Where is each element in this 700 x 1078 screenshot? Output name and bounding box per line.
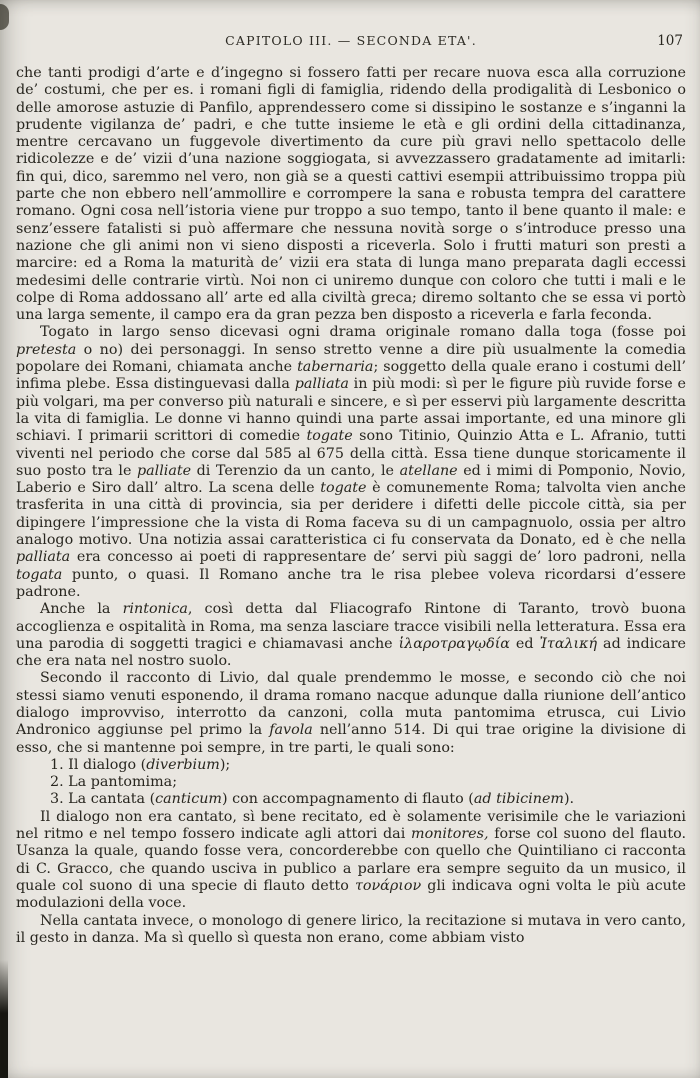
text-run: ed i mimi di Pomponio, Novio, Laberio e Siro dall’ altro. La scena delle [16, 462, 686, 497]
text-run: 1. Il dialogo ( [50, 756, 147, 773]
italic-text-run: palliata [294, 376, 349, 393]
text-run: che tanti prodigi d’arte e d’ingegno si fossero fatti per recare nuova esca alla corruzione de’ costumi, che per es. i romani figli di famiglia, ridendo della prodigalità di Lesbonico o delle amorose astuzie di Panfilo, apprendessero come si dissipino le sostanze e s’inganni la prudente vigilanza de’ padri, e che tutte insieme le età e gli ordini della cittadinanza, mentre cercavano un fuggevole divertimento da cure più gravi nello spettacolo delle ridicolezze e de’ vizii d’una nazione soggiogata, si avvezzassero gradatamente ad imitarli: fin qui, dico, saremmo nel vero, non già se a questi cattivi esempii attribuissimo troppa più parte che non ebbero nell’ammollire e corrompere la sana e robusta tempra del carattere romano. Ogni cosa nell’istoria viene pur troppo a suo tempo, tanto il bene quanto il male: e senz’essere fatalisti si può affermare che nessuna novità sorge o s’introduce presso una nazione che gli animi non vi sieno disposti a riceverla. Solo i frutti maturi son presti a marcire: ed a Roma la maturità de’ vizii era stata di lunga mano preparata dagli eccessi medesimi delle contrarie virtù. Noi non ci uniremo dunque con coloro che tutti i mali e le colpe di Roma addossano all’ arte ed alla civiltà greca; diremo soltanto che se essa vi portò una larga semente, il campo era da gran pezza ben disposto a riceverla e farla feconda. [16, 65, 686, 324]
chapter-title: CAPITOLO III. — SECONDA ETA'. [225, 33, 477, 48]
list-item [50, 791, 686, 808]
text-run: è comunemente Roma; talvolta vien anche trasferita in una città di provincia, sia per deridere i difetti delle piccole città, sia per dipingere l’impressione che la vista di Roma faceva su di un campagnuolo, ossia per altro analogo motivo. Una notizia assai caratteristica ci fu conservata da Donato, ed è che nella [16, 480, 686, 549]
paragraph [16, 913, 686, 948]
text-run: Anche la [40, 601, 123, 618]
text-run: 3. La cantata ( [50, 791, 156, 808]
text-run: era concesso ai poeti di rappresentare de’ servi più saggi de’ loro padroni, nella [70, 549, 686, 566]
text-run: in più modi: sì per le figure più ruvide forse e più volgari, ma per converso più naturali e sincere, e sì per esservi più largamente descritta la vita di famiglia. Le donne vi hanno quindi una parte assai importante, ed una minore gli schiavi. I primarii scrittori di comedie [16, 376, 687, 445]
text-run: gli indicava ogni volta le più acute modulazioni della voce. [16, 877, 686, 912]
text-run: di Terenzio da un canto, le [191, 462, 400, 479]
text-run: ad indicare che era nata nel nostro suolo. [16, 635, 686, 670]
text-run: 2. La pantomima; [50, 774, 178, 791]
text-run: nell’anno 514. Di qui trae origine la divisione di esso, che si mantenne poi sempre, in tre parti, le quali sono: [16, 722, 686, 756]
text-run: ed [509, 635, 540, 652]
text-run: Togato in largo senso dicevasi ogni drama originale romano dalla toga (fosse poi [40, 324, 686, 341]
paragraph [16, 670, 686, 756]
italic-text-run: pretesta [16, 341, 77, 358]
italic-text-run: monitores, [411, 826, 489, 843]
paragraph [16, 65, 686, 324]
text-run: o no) dei personaggi. In senso stretto venne a dire più usualmente la comedia popolare dei Romani, chiamata anche [16, 341, 686, 376]
paragraph [16, 601, 686, 670]
page-number: 107 [657, 33, 683, 49]
paragraph [16, 324, 686, 601]
text-run: ). [563, 791, 575, 808]
list-item [50, 757, 686, 774]
italic-text-run: togate [306, 428, 353, 445]
paragraph [16, 809, 686, 913]
italic-text-run: togata [16, 566, 63, 583]
list-item [50, 774, 686, 791]
italic-text-run: palliata [16, 549, 71, 566]
text-run: sono Titinio, Quinzio Atta e L. Afranio, tutti viventi nel periodo che corse dal 585 al 675 della città. Essa tiene dunque storicamente il suo posto tra le [16, 428, 686, 479]
text-run: Il dialogo non era cantato, sì bene recitato, ed è solamente verisimile che le variazioni nel ritmo e nel tempo fossero indicate agli attori dai [16, 808, 686, 843]
italic-text-run: ἱλαροτραγῳδία [398, 635, 510, 652]
italic-text-run: Ἰταλική [539, 635, 598, 652]
text-run: , così detta dal Fliacografo Rintone di Taranto, trovò buona accoglienza e ospitalità in Roma, ma senza lasciare tracce visibili nella letteratura. Essa era una parodia di soggetti tragici e chiamavasi anche [16, 601, 686, 652]
text-run: forse col suono del flauto. Usanza la quale, quando fosse vera, concorderebbe con quello che Quintiliano ci racconta di C. Gracco, che quando usciva in publico a parlare era sempre seguito da un musico, il quale col suono di una specie di flauto detto [16, 826, 686, 894]
italic-text-run: tabernaria [297, 359, 374, 376]
scan-edge-bottom-left [0, 960, 8, 1078]
running-header [16, 33, 686, 53]
text-run: Secondo il racconto di Livio, dal quale prendemmo le mosse, e secondo ciò che noi stessi siamo venuti esponendo, il drama romano nacque adunque dalla riunione dell’antico dialogo improvviso, interrotto da canzoni, colla muta pantomima etrusca, cui Livio Andronico aggiunse pel primo la [16, 670, 686, 739]
italic-text-run: τονάριον [354, 877, 422, 894]
italic-text-run: ad tibicinem [473, 791, 564, 808]
italic-text-run: atellane [399, 462, 458, 479]
text-run: punto, o quasi. Il Romano anche tra le risa plebee voleva ricordarsi d’essere padrone. [16, 566, 686, 600]
italic-text-run: canticum [155, 791, 222, 808]
italic-text-run: favola [269, 722, 313, 739]
italic-text-run: palliate [136, 462, 192, 479]
text-run: Nella cantata invece, o monologo di genere lirico, la recitazione si mutava in vero canto, il gesto in danza. Ma sì quello sì questa non erano, come abbiam visto [16, 912, 686, 946]
text-run: ; soggetto della quale erano i costumi dell’ infima plebe. Essa distinguevasi dalla [16, 359, 686, 393]
text-run: ) con accompagnamento di flauto ( [222, 791, 474, 808]
italic-text-run: togate [320, 480, 367, 497]
text-run: ); [219, 756, 231, 773]
paragraphs-container [16, 65, 686, 947]
italic-text-run: rintonica [122, 601, 188, 618]
italic-text-run: diverbium [146, 756, 220, 773]
